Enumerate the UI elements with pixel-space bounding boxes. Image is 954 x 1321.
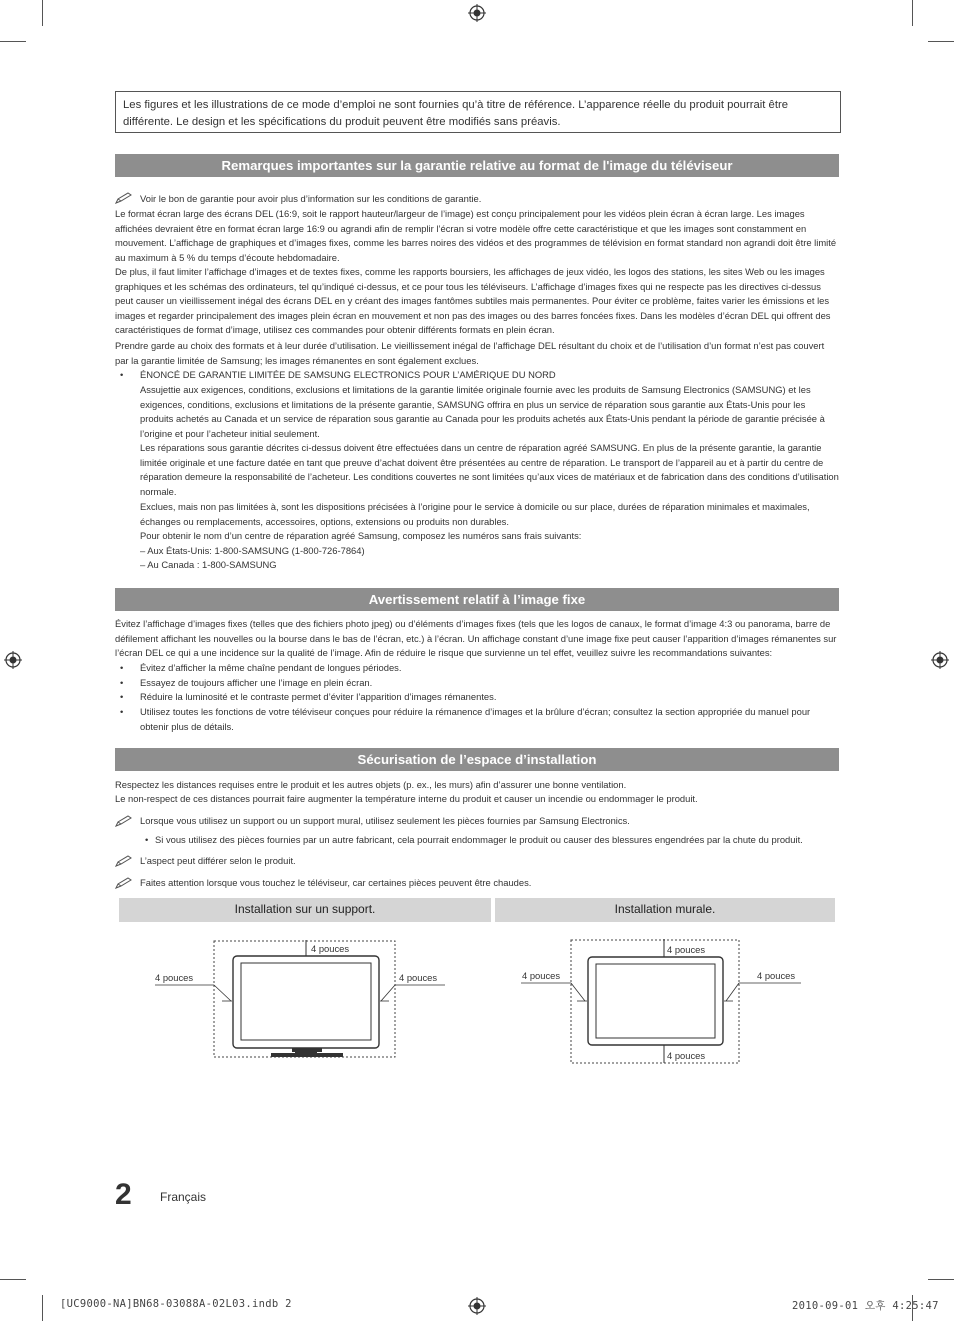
bullet-item: [115, 705, 839, 734]
registration-mark-icon: [4, 651, 22, 669]
page-language: Français: [160, 1190, 207, 1204]
warranty-detail: Exclues, mais non pas limitées à, sont les dispositions précisées à l’origine pour le service à domicile ou sur place, durées de réparation minimales et maximales, échanges ou remplacements, accessoires, options, extensions ou produits non durables.: [140, 501, 810, 527]
bullet-item: [140, 833, 839, 848]
bullet-text: Évitez d’afficher la même chaîne pendant de longues périodes.: [140, 662, 402, 673]
installation-note: Faites attention lorsque vous touchez le téléviseur, car certaines pièces peuvent être chaudes.: [140, 877, 532, 888]
still-image-paragraph: Évitez l’affichage d’images fixes (telles que des fichiers photo jpeg) ou d’éléments d’images fixes (tels que les logos de canaux, le format d’image 4:3 ou panorama, barre de défilement affichant les nouvelles ou la bourse dans le bas de l’écran, etc.) à l’écran. Un affichage constant d’une image fixe peut causer l’apparition d’images rémanentes sur l’écran DEL ce qui a une incidence sur la qualité de l’image. Afin de réduire le risque que survienne un tel effet, veuillez suivre les recommandations suivantes:: [115, 618, 837, 659]
crop-mark: [912, 0, 913, 26]
clearance-label-top: 4 pouces: [667, 944, 706, 955]
warranty-detail: Assujettie aux exigences, conditions, exclusions et limitations de la garantie limitée originale fournie avec les produits de Samsung Electronics (SAMSUNG) et les exigences, conditions, exclusions et limitations de la présente garantie, SAMSUNG offrira en plus un service de réparation sous garantie aux États-Unis pour les produits achetés au Canada et un service de réparation sous garantie au Canada pour les produits achetés aux États-Unis pendant la période de garantie précisée à l’origine et pour l’acheteur initial seulement.: [140, 384, 825, 439]
note-pencil-icon: [115, 855, 133, 867]
clearance-label-right: 4 pouces: [757, 970, 796, 981]
note-pencil-icon: [115, 877, 133, 889]
registration-mark-icon: [468, 1297, 486, 1315]
page-number: 2: [115, 1178, 132, 1211]
bullet-dot: •: [120, 369, 124, 380]
note-pencil-icon: [115, 815, 133, 827]
bullet-item: [115, 676, 839, 691]
registration-mark-icon: [931, 651, 949, 669]
crop-mark: [42, 0, 43, 26]
column-header-wall: Installation murale.: [495, 898, 835, 922]
bullet-dot: •: [120, 662, 124, 673]
warranty-paragraph: De plus, il faut limiter l’affichage d’images et de textes fixes, comme les rapports boursiers, les affichages de jeux vidéo, les logos des stations, les sites Web ou les images graphiques et les schémas des ordinateurs, tel qu’indiqué ci-dessus, et ce pour tous les téléviseurs. L’affichage d’images fixes qui ne respecte pas les directives ci-dessus peut causer un vieillissement inégal des écrans DEL en y créant des images fantômes subtiles mais permanentes. Pour éviter ce problème, faites varier les émissions et les images et regarder principalement des images plein écran en mouvement et non pas des images ou des barres foncées fixes. Dans les modèles d’écran DEL qui offrent des caractéristiques de format d’image, utilisez ces commandes pour obtenir différents formats en plein écran.: [115, 266, 831, 336]
warranty-paragraph: Le format écran large des écrans DEL (16:9, soit le rapport hauteur/largeur de l’image) est conçu principalement pour les vidéos plein écran à écran large. Les images affichées devraient être en format écran large 16:9 ou agrandi afin de remplir l’écran si votre modèle offre cette caractéristique et que les images sont constamment en mouvement. L’affichage de graphiques et d’images fixes, comme les barres noires des vidéos et des programmes de télévision en format standard non agrandi doit être limité au maximum à 5 % du temps d’écoute hebdomadaire.: [115, 208, 837, 263]
clearance-label-top: 4 pouces: [311, 943, 350, 954]
bullet-text: ÉNONCÉ DE GARANTIE LIMITÉE DE SAMSUNG ELECTRONICS POUR L’AMÉRIQUE DU NORD: [140, 369, 556, 380]
crop-mark: [928, 1279, 954, 1280]
clearance-label-right: 4 pouces: [399, 972, 438, 983]
bullet-item: [115, 661, 839, 676]
bullet-text: Essayez de toujours afficher une l’image en plein écran.: [140, 677, 373, 688]
bullet-dot: •: [120, 677, 124, 688]
print-slug-file: [UC9000-NA]BN68-03088A-02L03.indb 2: [60, 1298, 292, 1310]
warranty-detail: Pour obtenir le nom d’un centre de réparation agréé Samsung, composez les numéros sans frais suivants:: [140, 530, 582, 541]
phone-us: – Aux États-Unis: 1-800-SAMSUNG (1-800-726-7864): [140, 545, 365, 556]
wall-clearance-diagram: [495, 926, 835, 1066]
section-title-warranty: Remarques importantes sur la garantie relative au format de l'image du téléviseur: [115, 154, 839, 177]
bullet-item: [115, 690, 839, 705]
warranty-note: Voir le bon de garantie pour avoir plus d’information sur les conditions de garantie.: [140, 193, 482, 204]
installation-paragraph: Le non-respect de ces distances pourrait faire augmenter la température interne du produit et causer un incendie ou endommager le produit.: [115, 793, 698, 804]
section-title-installation: Sécurisation de l’espace d’installation: [115, 748, 839, 771]
installation-note: L’aspect peut différer selon le produit.: [140, 855, 296, 866]
bullet-item: [115, 368, 839, 383]
installation-note: Lorsque vous utilisez un support ou un support mural, utilisez seulement les pièces fournies par Samsung Electronics.: [140, 815, 630, 826]
crop-mark: [928, 41, 954, 42]
crop-mark: [0, 41, 26, 42]
disclaimer-box: Les figures et les illustrations de ce mode d’emploi ne sont fournies qu’à titre de référence. L’apparence réelle du produit pourrait être différente. Le design et les spécifications du produit peuvent être modifiés sans préavis.: [115, 91, 841, 133]
bullet-dot: •: [120, 691, 124, 702]
clearance-label-left: 4 pouces: [522, 970, 561, 981]
print-slug-date: 2010-09-01 오후 4:25:47: [792, 1300, 939, 1312]
crop-mark: [42, 1295, 43, 1321]
stand-clearance-diagram: [119, 926, 491, 1066]
clearance-label-left: 4 pouces: [155, 972, 194, 983]
clearance-label-bottom: 4 pouces: [667, 1050, 706, 1061]
phone-canada: – Au Canada : 1-800-SAMSUNG: [140, 559, 277, 570]
bullet-text: Si vous utilisez des pièces fournies par un autre fabricant, cela pourrait endommager le produit ou causer des blessures engendrées par la chute du produit.: [155, 834, 803, 845]
installation-paragraph: Respectez les distances requises entre le produit et les autres objets (p. ex., les murs) afin d’assurer une bonne ventilation.: [115, 779, 627, 790]
section-title-still-image: Avertissement relatif à l’image fixe: [115, 588, 839, 611]
warranty-detail: Les réparations sous garantie décrites ci-dessus doivent être effectuées dans un centre de réparation agréé SAMSUNG. En plus de la présente garantie, la garantie limitée originale et une facture datée en tant que preuve d’achat doivent être présentées au centre de réparation. Le transport de l’appareil au et à partir du centre de réparation demeure la responsabilité de l’acheteur. Les conditions couvertes ne sont limitées qu’aux vices de matériaux et de fabrication dans des conditions d’utilisation normale.: [140, 442, 839, 497]
bullet-text: Utilisez toutes les fonctions de votre téléviseur conçues pour réduire la rémanence d’images et la brûlure d’écran; consultez la section appropriée du manuel pour obtenir plus de détails.: [140, 706, 811, 732]
bullet-dot: •: [145, 834, 149, 845]
column-header-stand: Installation sur un support.: [119, 898, 491, 922]
crop-mark: [0, 1279, 26, 1280]
registration-mark-icon: [468, 4, 486, 22]
bullet-text: Réduire la luminosité et le contraste permet d’éviter l’apparition d’images rémanentes.: [140, 691, 497, 702]
bullet-dot: •: [120, 706, 124, 717]
note-pencil-icon: [115, 192, 133, 204]
warranty-paragraph: Prendre garde au choix des formats et à leur durée d’utilisation. Le vieillissement inégal de l’affichage DEL résultant du choix et de l’utilisation d’un format n’est pas couvert par la garantie limitée de Samsung; les images rémanentes en sont également exclues.: [115, 340, 825, 366]
